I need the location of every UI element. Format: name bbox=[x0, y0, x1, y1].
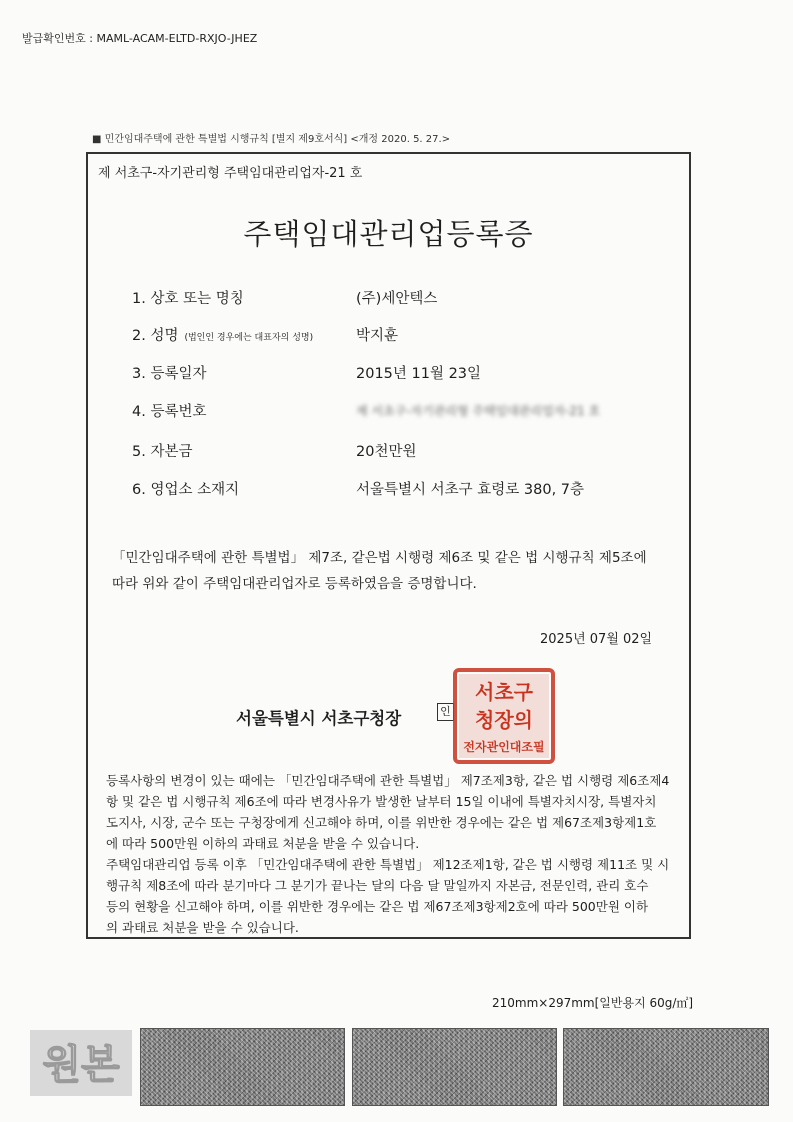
seal-text-line-2: 청장의 bbox=[475, 708, 533, 732]
notice-line: 주택임대관리업 등록 이후 「민간임대주택에 관한 특별법」 제12조제1항, 같은 법 시행령 제11조 및 시 bbox=[106, 857, 670, 872]
original-copy-watermark bbox=[30, 1030, 132, 1096]
certification-line: 따라 위와 같이 주택임대관리업자로 등록하였음을 증명합니다. bbox=[112, 576, 477, 592]
notice-line: 에 따라 500만원 이하의 과태료 처분을 받을 수 있습니다. bbox=[106, 836, 420, 851]
issue-date: 2025년 07월 02일 bbox=[540, 632, 653, 647]
row-value-capital: 20천만원 bbox=[356, 444, 417, 460]
row-label-reg-date: 3. 등록일자 bbox=[132, 366, 207, 382]
row-label-reg-number: 4. 등록번호 bbox=[132, 404, 207, 420]
row-value-reg-number: 제 서초구-자기관리형 주택임대관리업자-21 호 bbox=[356, 404, 601, 418]
row-value-name: 박지훈 bbox=[356, 328, 399, 344]
registration-reference: 제 서초구-자기관리형 주택임대관리업자-21 호 bbox=[98, 166, 363, 181]
official-seal-stamp bbox=[452, 667, 556, 765]
row-label-office-address: 6. 영업소 소재지 bbox=[132, 482, 240, 498]
seal-text-line-3: 전자관인대조필 bbox=[463, 740, 545, 754]
notice-line: 행규칙 제8조에 따라 분기마다 그 분기가 끝나는 달의 다음 달 말일까지 자본금, 전문인력, 관리 호수 bbox=[106, 878, 649, 893]
issuer-name: 서울특별시 서초구청장 bbox=[236, 709, 402, 728]
row-value-office-address: 서울특별시 서초구 효령로 380, 7층 bbox=[356, 482, 585, 498]
document-title: 주택임대관리업등록증 bbox=[243, 217, 534, 251]
notice-line: 도지사, 시장, 군수 또는 구청장에게 신고해야 하며, 이를 위반한 경우에는 같은 법 제67조제3항제1호 bbox=[106, 815, 657, 830]
row-label-name-note: (법인인 경우에는 대표자의 성명) bbox=[184, 333, 314, 343]
row-label-company: 1. 상호 또는 명칭 bbox=[132, 291, 244, 307]
security-pattern-block bbox=[563, 1028, 769, 1106]
security-pattern-block bbox=[352, 1028, 557, 1106]
notice-line: 의 과태료 처분을 받을 수 있습니다. bbox=[106, 920, 299, 935]
paper-size-note: 210mm×297mm[일반용지 60g/㎡] bbox=[492, 996, 694, 1010]
copy-mark-text: 원본 bbox=[42, 1042, 120, 1088]
issue-confirmation-number: 발급확인번호 : MAML-ACAM-ELTD-RXJO-JHEZ bbox=[22, 32, 258, 45]
seal-text-line-1: 서초구 bbox=[475, 680, 533, 704]
certification-line: 「민간임대주택에 관한 특별법」 제7조, 같은법 시행령 제6조 및 같은 법 시행규칙 제5조에 bbox=[112, 550, 647, 566]
row-label-capital: 5. 자본금 bbox=[132, 444, 193, 460]
row-label-name-text: 2. 성명 bbox=[132, 328, 179, 344]
row-value-reg-date: 2015년 11월 23일 bbox=[356, 366, 482, 382]
notice-line: 등의 현황을 신고해야 하며, 이를 위반한 경우에는 같은 법 제67조제3항제2호에 따라 500만원 이하 bbox=[106, 899, 649, 914]
row-value-company: (주)세안텍스 bbox=[356, 291, 438, 307]
form-reference: ■ 민간임대주택에 관한 특별법 시행규칙 [별지 제9호서식] <개정 2020. 5. 27.> bbox=[92, 134, 451, 145]
notice-line: 항 및 같은 법 시행규칙 제6조에 따라 변경사유가 발생한 날부터 15일 이내에 특별자치시장, 특별자치 bbox=[106, 794, 657, 809]
security-pattern-block bbox=[140, 1028, 345, 1106]
notice-line: 등록사항의 변경이 있는 때에는 「민간임대주택에 관한 특별법」 제7조제3항, 같은 법 시행령 제6조제4 bbox=[106, 773, 670, 788]
seal-mark: 인 bbox=[437, 703, 454, 721]
row-label-name bbox=[132, 324, 313, 345]
